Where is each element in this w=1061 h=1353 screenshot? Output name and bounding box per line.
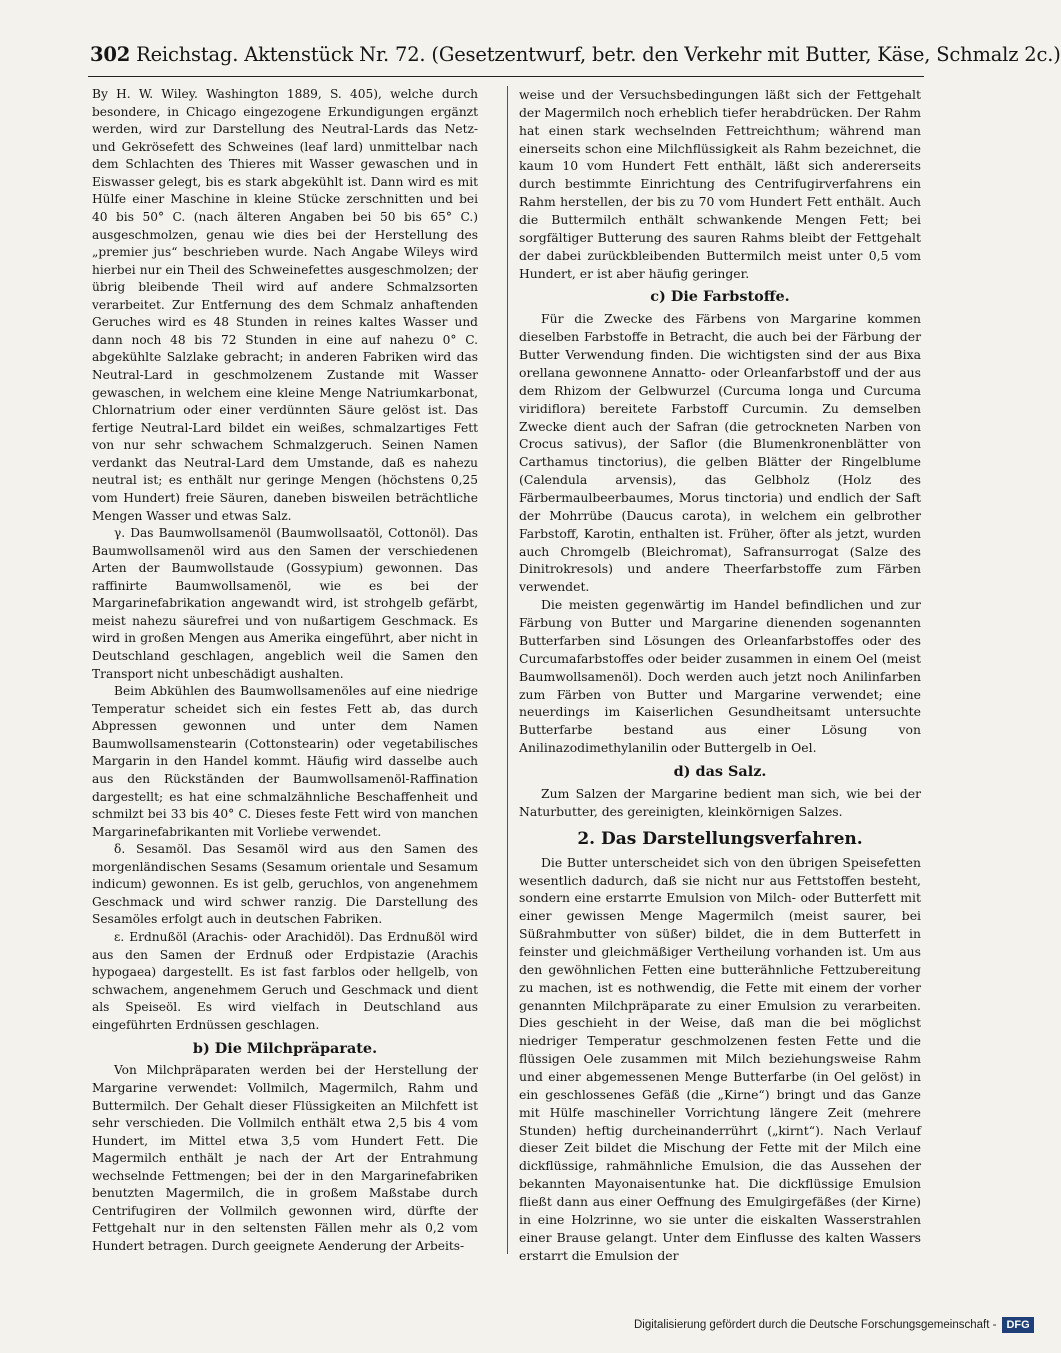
- column-divider: [507, 86, 508, 1254]
- left-paragraph: Beim Abkühlen des Baumwollsamenöles auf eine niedrige Temperatur scheidet sich ein festes Fett ab, das durch Abpressen gewonnen und unter dem Namen Baumwollsamenstearin (Cottonstearin) oder vegetabilisches Margarin in den Handel kommt. Häufig wird dasselbe auch aus den Rückständen der Baumwollsamenöl-Raffination dargestellt; es hat eine schmalzähnliche Beschaffenheit und schmilzt bei 33 bis 40° C. Dieses feste Fett wird von manchen Margarinefabrikanten mit Vorliebe verwendet.: [92, 684, 478, 839]
- page-header: [90, 42, 1061, 68]
- page-number: 302: [90, 43, 131, 66]
- right-heading: 2. Das Darstellungsverfahren.: [577, 828, 863, 849]
- right-paragraph: Die meisten gegenwärtig im Handel befindlichen und zur Färbung von Butter und Margarine dienenden sogenannten Butterfarben sind Lösungen des Orleanfarbstoffes oder des Curcumafarbstoffes oder beider zusammen in einem Oel (meist Baumwollsamenöl). Doch werden auch jetzt noch Anilinfarben zum Färben von Butter und Margarine verwendet; eine neuerdings im Kaiserlichen Gesundheitsamt untersuchte Butterfarbe bestand aus einer Lösung von Anilinazodimethylanilin oder Buttergelb in Oel.: [519, 597, 921, 756]
- left-paragraph: Von Milchpräparaten werden bei der Herstellung der Margarine verwendet: Vollmilch, Magermilch, Rahm und Buttermilch. Der Gehalt dieser Flüssigkeiten an Milchfett ist sehr verschieden. Die Vollmilch enthält etwa 2,5 bis 4 vom Hundert, im Mittel etwa 3,5 vom Hundert Fett. Die Magermilch enthält je nach der Art der Entrahmung wechselnde Fettmengen; bei der in den Margarinefabriken benutzten Magermilch, die in großem Maßstabe durch Centrifugiren der Vollmilch gewonnen wird, dürfte der Fettgehalt nur in den seltensten Fällen mehr als 0,2 vom Hundert betragen. Durch geeignete Aenderung der Arbeits-: [92, 1063, 478, 1253]
- left-paragraph: δ. Sesamöl. Das Sesamöl wird aus den Samen des morgenländischen Sesams (Sesamum orientale und Sesamum indicum) gewonnen. Es ist gelb, geruchlos, von angenehmem Geschmack und wird schwer ranzig. Die Darstellung des Sesamöles erfolgt auch in deutschen Fabriken.: [92, 842, 478, 927]
- left-paragraph: By H. W. Wiley. Washington 1889, S. 405), welche durch besondere, in Chicago eingezogene Erkundigungen ergänzt werden, wird zur Darstellung des Neutral-Lards das Netz- und Gekrösefett des Schweines (leaf lard) unmittelbar nach dem Schlachten des Thieres mit Wasser gewaschen und in Eiswasser gelegt, bis es stark abgekühlt ist. Dann wird es mit Hülfe einer Maschine in kleine Stücke zerschnitten und bei 40 bis 50° C. (nach älteren Angaben bei 50 bis 65° C.) ausgeschmolzen, genau wie dies bei der Herstellung des „premier jus“ beschrieben wurde. Nach Angabe Wileys wird hierbei nur ein Theil des Schweinefettes ausgeschmolzen; der übrig bleibende Theil wird auf andere Schmalzsorten verarbeitet. Zur Entfernung des dem Schmalz anhaftenden Geruches wird es 48 Stunden in reines kaltes Wasser und dann noch 48 bis 72 Stunden in eine auf nahezu 0° C. abgekühlte Salzlake gebracht; in anderen Fabriken wird das Neutral-Lard in geschmolzenem Zustande mit Wasser gewaschen, in welchem eine kleine Menge Natriumkarbonat, Chlornatrium oder einer verdünnten Säure gelöst ist. Das fertige Neutral-Lard bildet ein weißes, schmalzartiges Fett von nur sehr schwachem Schmalzgeruch. Seinen Namen verdankt das Neutral-Lard dem Umstande, daß es nahezu neutral ist; es enthält nur geringe Mengen (höchstens 0,25 vom Hundert) freie Säuren, daneben bisweilen beträchtliche Mengen Wasser und etwas Salz.: [92, 87, 478, 523]
- right-heading: d) das Salz.: [673, 762, 767, 780]
- right-heading: c) Die Farbstoffe.: [650, 288, 790, 306]
- right-column: [519, 86, 921, 1264]
- digitization-credit: [634, 1317, 1030, 1333]
- left-column: [92, 86, 478, 1256]
- right-paragraph: Zum Salzen der Margarine bedient man sich, wie bei der Naturbutter, des gereinigten, kleinkörnigen Salzes.: [519, 785, 921, 819]
- credit-text: Digitalisierung gefördert durch die Deutsche Forschungsgemeinschaft -: [634, 1319, 997, 1331]
- left-paragraph: γ. Das Baumwollsamenöl (Baumwollsaatöl, Cottonöl). Das Baumwollsamenöl wird aus den Samen der verschiedenen Arten der Baumwollstaude (Gossypium) gewonnen. Das raffinirte Baumwollsamenöl, wie es bei der Margarinefabrikation angewandt wird, ist strohgelb gefärbt, meist nahezu säurefrei und von nußartigem Geschmack. Es wird in großen Mengen aus Amerika eingeführt, aber nicht in Deutschland geschlagen, angeblich weil die Samen den Transport nicht unbeschädigt aushalten.: [92, 526, 478, 681]
- left-heading: b) Die Milchpräparate.: [192, 1040, 378, 1058]
- dfg-logo: DFG: [1002, 1317, 1033, 1333]
- right-paragraph: weise und der Versuchsbedingungen läßt sich der Fettgehalt der Magermilch noch erheblich tiefer herabdrücken. Der Rahm hat einen stark wechselnden Fettreichthum; während man einerseits schon eine Milchflüssigkeit als Rahm bezeichnet, die kaum 10 vom Hundert Fett enthält, läßt sich andererseits durch bestimmte Einrichtung des Centrifugirverfahrens ein Rahm herstellen, der bis zu 70 vom Hundert Fett enthält. Auch die Buttermilch enthält schwankende Mengen Fett; bei sorgfältiger Butterung des sauren Rahms bleibt der Fettgehalt der dabei zurückbleibenden Buttermilch meist unter 0,5 vom Hundert, er ist aber häufig geringer.: [519, 87, 921, 281]
- header-rule: [88, 76, 924, 77]
- right-paragraph: Für die Zwecke des Färbens von Margarine kommen dieselben Farbstoffe in Betracht, die auch bei der Färbung der Butter Verwendung finden. Die wichtigsten sind der aus Bixa orellana gewonnene Annatto- oder Orleanfarbstoff und der aus dem Rhizom der Gelbwurzel (Curcuma longa und Curcuma viridiflora) bereitete Farbstoff Curcumin. Zu demselben Zwecke dient auch der Safran (die getrockneten Narben von Crocus sativus), der Saflor (die Blumenkronenblätter von Carthamus tinctorius), die gelben Blätter der Ringelblume (Calendula arvensis), das Gelbholz (Holz des Färbermaulbeerbaumes, Morus tinctoria) und endlich der Saft der Mohrrübe (Daucus carota), in welchem ein gelbrother Farbstoff, Karotin, enthalten ist. Früher, öfter als jetzt, wurden auch Chromgelb (Bleichromat), Safransurrogat (Salze des Dinitrokresols) und andere Theerfarbstoffe zum Färben verwendet.: [519, 311, 921, 595]
- left-paragraph: ε. Erdnußöl (Arachis- oder Arachidöl). Das Erdnußöl wird aus den Samen der Erdnuß oder Erdpistazie (Arachis hypogaea) dargestellt. Es ist fast farblos oder hellgelb, von schwachem, angenehmem Geruch und Geschmack und dient als Speiseöl. Es wird vielfach in Deutschland aus eingeführten Erdnüssen geschlagen.: [92, 930, 478, 1032]
- running-title: Reichstag. Aktenstück Nr. 72. (Gesetzentwurf, betr. den Verkehr mit Butter, Käse, Schmalz 2c.): [136, 43, 1061, 66]
- right-paragraph: Die Butter unterscheidet sich von den übrigen Speisefetten wesentlich dadurch, daß sie nicht nur aus Fettstoffen besteht, sondern eine erstarrte Emulsion von Milch- oder Butterfett mit einer gewissen Menge Magermilch (meist saurer, bei Süßrahmbutter von süßer) bildet, die in dem Butterfett in feinster und gleichmäßiger Vertheilung vorhanden ist. Um aus den gewöhnlichen Fetten eine butterähnliche Fettzubereitung zu machen, ist es nothwendig, die Fette mit einem der vorher genannten Milchpräparate zu einer Emulsion zu verarbeiten. Dies geschieht in der Weise, daß man die bei möglichst niedriger Temperatur geschmolzenen festen Fette und die flüssigen Oele zusammen mit Milch beziehungsweise Rahm und einer abgemessenen Menge Butterfarbe (in Oel gelöst) in ein geschlossenes Gefäß (die „Kirne“) bringt und das Ganze mit Hülfe maschineller Vorrichtung längere Zeit (mehrere Stunden) heftig durcheinanderrührt („kirnt“). Nach Verlauf dieser Zeit bildet die Mischung der Fette mit der Milch eine dickflüssige, rahmähnliche Emulsion, die das Aussehen der bekannten Mayonaisentunke hat. Die dickflüssige Emulsion fließt dann aus einer Oeffnung des Emulgirgefäßes (der Kirne) in eine Holzrinne, wo sie unter die eiskalten Wasserstrahlen einer Brause gelangt. Unter dem Einflusse des kalten Wassers erstarrt die Emulsion der: [519, 854, 921, 1263]
